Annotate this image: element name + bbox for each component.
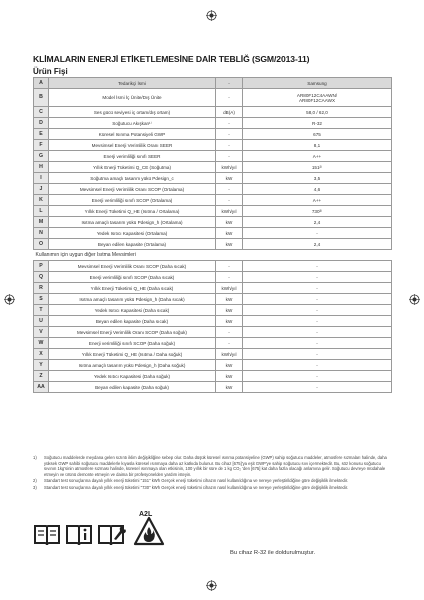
- row-value: -: [243, 294, 392, 305]
- table-row: [34, 305, 392, 316]
- registration-mark-right-icon: [409, 294, 420, 305]
- row-value: 58,0 / 62,0: [243, 107, 392, 118]
- row-letter: H: [34, 162, 49, 173]
- row-letter: Z: [34, 371, 49, 382]
- row-label: Isıtma amaçlı tasarım yükü Pdesign_h (Ortalama): [49, 217, 216, 228]
- table-row: [34, 360, 392, 371]
- row-letter: O: [34, 239, 49, 250]
- footnote: [33, 455, 393, 477]
- row-value: -: [243, 327, 392, 338]
- table-row: [34, 89, 392, 107]
- row-label: Soğutma amaçlı tasarım yükü Pdesign_c: [49, 173, 216, 184]
- row-label: Yıllık Enerji Tüketimi Q_HE (Isıtma / Daha soğuk): [49, 349, 216, 360]
- row-unit: kW: [216, 360, 243, 371]
- row-label: Isıtma amaçlı tasarım yükü Pdesign_h (Daha soğuk): [49, 360, 216, 371]
- row-letter: K: [34, 195, 49, 206]
- table-row: [34, 195, 392, 206]
- row-value: A++: [243, 195, 392, 206]
- row-value: -: [243, 283, 392, 294]
- table-row: [34, 338, 392, 349]
- row-value: 675: [243, 129, 392, 140]
- row-label: Mevsimsel Enerji Verimlilik Oranı SCOP (Daha sıcak): [49, 261, 216, 272]
- row-value: 2,4: [243, 239, 392, 250]
- row-letter: C: [34, 107, 49, 118]
- row-unit: -: [216, 184, 243, 195]
- table-row: [34, 371, 392, 382]
- table-row: [34, 217, 392, 228]
- row-letter: S: [34, 294, 49, 305]
- row-value: -: [243, 272, 392, 283]
- table-row: [34, 140, 392, 151]
- footnote: [33, 478, 393, 484]
- row-unit: kW: [216, 316, 243, 327]
- row-letter: B: [34, 89, 49, 107]
- row-label: Enerji verimliliği sınıfı SCOP (Daha sıcak): [49, 272, 216, 283]
- row-label: Mevsimsel Enerji Verimlilik Oranı SEER: [49, 140, 216, 151]
- row-value: -: [243, 371, 392, 382]
- row-unit: -: [216, 151, 243, 162]
- table-row: [34, 118, 392, 129]
- row-letter: V: [34, 327, 49, 338]
- table-row: [34, 129, 392, 140]
- row-label: Yıllık Enerji Tüketimi Q_CE (Soğutma): [49, 162, 216, 173]
- row-letter: AA: [34, 382, 49, 393]
- row-letter: W: [34, 338, 49, 349]
- row-letter: D: [34, 118, 49, 129]
- row-unit: kW: [216, 305, 243, 316]
- row-unit: kW: [216, 294, 243, 305]
- product-sheet-body: [34, 78, 392, 393]
- row-letter: L: [34, 206, 49, 217]
- service-wrench-icon: [97, 521, 127, 552]
- product-sheet-table: [33, 77, 392, 393]
- row-value: 151²⁾: [243, 162, 392, 173]
- row-label: Enerji verimliliği sınıfı SEER: [49, 151, 216, 162]
- row-value-line: AR80F12C4AAWN/: [296, 92, 338, 98]
- table-row: [34, 206, 392, 217]
- row-label: Yıllık Enerji Tüketimi Q_HE (Isıtma / Ortalama): [49, 206, 216, 217]
- row-label: Mevsimsel Enerji Verimlilik Oranı SCOP (Daha soğuk): [49, 327, 216, 338]
- row-letter: G: [34, 151, 49, 162]
- row-label: Enerji verimliliği sınıfı SCOP (Ortalama): [49, 195, 216, 206]
- row-letter: T: [34, 305, 49, 316]
- table-row: [34, 261, 392, 272]
- registration-mark-top-icon: [206, 10, 217, 21]
- row-unit: -: [216, 140, 243, 151]
- row-label: Yedek Isıtıcı Kapasitesi (Ortalama): [49, 228, 216, 239]
- footnote-text: Standart test sonuçlarına dayalı yıllık enerji tüketimi "151" kWh Gerçek enerji tüketimi cihazın nasıl kullanıldığına ve nereye yerleştirildiğine göre değişiklik ilmektedir.: [44, 478, 349, 484]
- row-label: Beyan edilen kapasite (Daha sıcak): [49, 316, 216, 327]
- table-row: [34, 173, 392, 184]
- row-unit: -: [216, 195, 243, 206]
- row-label: Soğutucu Akışkan¹⁾: [49, 118, 216, 129]
- refrigerant-note: Bu cihaz R-32 ile doldurulmuştur.: [230, 550, 316, 556]
- row-label: Ses gücü seviyesi iç ortam/dış ortam): [49, 107, 216, 118]
- footnotes: [33, 455, 393, 492]
- footnote: [33, 485, 393, 491]
- row-unit: dB(A): [216, 107, 243, 118]
- row-letter: F: [34, 140, 49, 151]
- row-value: A++: [243, 151, 392, 162]
- table-row: [34, 272, 392, 283]
- row-unit: kW: [216, 217, 243, 228]
- row-value: 4,6: [243, 184, 392, 195]
- row-unit: -: [216, 338, 243, 349]
- row-letter: U: [34, 316, 49, 327]
- row-label: Mevsimsel Enerji Verimlilik Oranı SCOP (Ortalama): [49, 184, 216, 195]
- table-row: [34, 327, 392, 338]
- row-letter: P: [34, 261, 49, 272]
- footnote-text: Standart test sonuçlarına dayalı yıllık enerji tüketimi "730" kWh Gerçek enerji tüketimi cihazın nasıl kullanıldığına ve nereye yerleştirildiğine göre değişiklik ilmektedir.: [44, 484, 349, 490]
- row-label: Yedek Isıtıcı Kapasitesi (Daha sıcak): [49, 305, 216, 316]
- registration-mark-bottom-icon: [206, 580, 217, 591]
- row-unit: kW: [216, 239, 243, 250]
- row-letter: M: [34, 217, 49, 228]
- section-row: [34, 250, 392, 261]
- row-unit: -: [216, 89, 243, 107]
- info-book-icon: [65, 523, 93, 552]
- row-value-line: AR80F12CAAWX: [298, 97, 336, 103]
- table-row: [34, 239, 392, 250]
- row-letter: J: [34, 184, 49, 195]
- row-label: Tedarikçi İsmi: [49, 78, 216, 89]
- table-row: [34, 107, 392, 118]
- row-letter: Q: [34, 272, 49, 283]
- table-row: [34, 316, 392, 327]
- footnote-number: 1): [33, 455, 37, 460]
- row-label: Beyan edilen kapasite (Daha soğuk): [49, 382, 216, 393]
- table-row: [34, 151, 392, 162]
- row-label: Model İsmi İç Ünite/Dış Ünite: [49, 89, 216, 107]
- row-unit: kWh/yıl: [216, 206, 243, 217]
- table-row: [34, 228, 392, 239]
- row-label: Enerji verimliliği sınıfı SCOP (Daha soğuk): [49, 338, 216, 349]
- footnote-text: Soğutucu maddelerde meydana gelen sızıntı iklim değişikliğine sebep olur. Daha düşük küresel ısınma potansiyeline (GWP) sahip soğutucu maddeler, atmosfere sızmaları halinde, daha yüksek GWP sahibi soğutucu maddelerle kıyasla küresel ısınmaya daha az katkıda bulunur. Bu cihaz [675]'ya eşit GWP'ye sahip soğutucu sıvı içermektedir. Bu, söz konusu soğutucu sıvının 1kg'sinin atmosfere sızması halinde, küresel ısınmaya olan etkisinin, 100 yıllık bir süre de 1 kg CO₂ 'den [675] kat daha fazla olacağı anlamına gelir. Soğutucu devreye müdahale etmeyin ve ürünü demonte etmeyin ve daima bir profesyonelden yardım isteyin.: [44, 455, 387, 477]
- section-label: Kullanımın için uygun diğer Isıtma Mevsimleri: [35, 251, 136, 258]
- row-value: -: [243, 316, 392, 327]
- table-row: [34, 349, 392, 360]
- row-unit: kW: [216, 228, 243, 239]
- table-header-row: [34, 78, 392, 89]
- row-letter: Y: [34, 360, 49, 371]
- row-unit: kW: [216, 382, 243, 393]
- row-value: -: [243, 261, 392, 272]
- row-value: Samsung: [243, 78, 392, 89]
- row-unit: kW: [216, 173, 243, 184]
- table-row: [34, 382, 392, 393]
- row-unit: -: [216, 272, 243, 283]
- row-unit: -: [216, 118, 243, 129]
- a2l-label: A2L: [139, 511, 153, 518]
- row-value: -: [243, 338, 392, 349]
- manual-book-icon: [33, 523, 61, 552]
- row-label: Küresel Isınma Potansiyeli GWP: [49, 129, 216, 140]
- row-value: 2,4: [243, 217, 392, 228]
- table-row: [34, 283, 392, 294]
- row-value: 730³⁾: [243, 206, 392, 217]
- row-unit: -: [216, 129, 243, 140]
- page-title: KLİMALARIN ENERJİ ETİKETLEMESİNE DAİR TEBLİĞ (SGM/2013-11): [33, 54, 310, 64]
- row-value: 8,1: [243, 140, 392, 151]
- row-unit: -: [216, 78, 243, 89]
- table-row: [34, 162, 392, 173]
- row-value: [243, 89, 392, 107]
- table-row: [34, 184, 392, 195]
- row-label: Yedek Isıtıcı Kapasitesi (Daha soğuk): [49, 371, 216, 382]
- row-label: Beyan edilen kapasite (Ortalama): [49, 239, 216, 250]
- row-value: -: [243, 305, 392, 316]
- footnote-number: 2): [33, 478, 37, 484]
- row-value: -: [243, 382, 392, 393]
- row-letter: I: [34, 173, 49, 184]
- row-unit: kWh/yıl: [216, 162, 243, 173]
- row-letter: E: [34, 129, 49, 140]
- row-value: -: [243, 360, 392, 371]
- row-letter: X: [34, 349, 49, 360]
- row-label: Yıllık Enerji Tüketimi Q_HE (Daha sıcak): [49, 283, 216, 294]
- footnote-number: 3): [33, 484, 37, 490]
- table-row: [34, 294, 392, 305]
- row-letter: R: [34, 283, 49, 294]
- row-unit: kWh/yıl: [216, 349, 243, 360]
- row-unit: -: [216, 261, 243, 272]
- row-label: Isıtma amaçlı tasarım yükü Pdesign_h (Daha sıcak): [49, 294, 216, 305]
- row-letter: N: [34, 228, 49, 239]
- row-unit: kWh/yıl: [216, 283, 243, 294]
- row-value: -: [243, 349, 392, 360]
- registration-mark-left-icon: [4, 294, 15, 305]
- page-subtitle: Ürün Fişi: [33, 67, 68, 76]
- row-value: 3,5: [243, 173, 392, 184]
- row-unit: kW: [216, 371, 243, 382]
- row-value: R-32: [243, 118, 392, 129]
- row-value: -: [243, 228, 392, 239]
- row-letter: A: [34, 78, 49, 89]
- row-unit: -: [216, 327, 243, 338]
- flammable-warning-icon: [133, 515, 165, 552]
